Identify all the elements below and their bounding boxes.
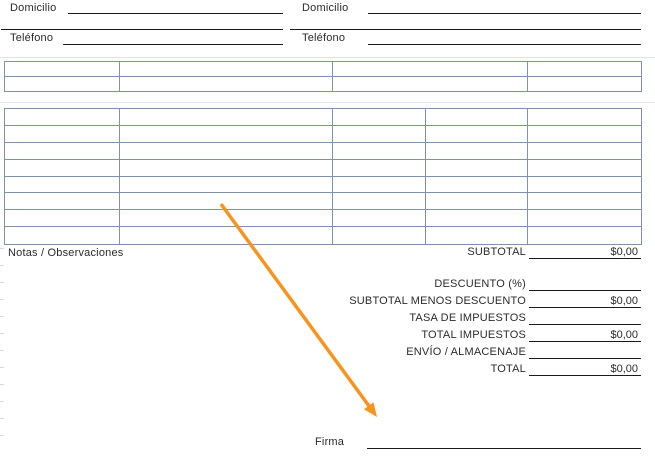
table-cell[interactable] (120, 177, 333, 194)
subtotal-label: SUBTOTAL (467, 246, 526, 258)
faint-gridline (0, 57, 655, 58)
row-gridline-dash (0, 333, 4, 334)
table-cell[interactable] (333, 77, 528, 92)
table-cell[interactable] (5, 160, 120, 177)
total-row (421, 329, 641, 342)
row-gridline-dash (0, 316, 4, 317)
table-cell[interactable] (5, 62, 120, 77)
table-cell[interactable] (426, 143, 529, 160)
row-gridline-dash (0, 282, 4, 283)
table-cell[interactable] (333, 109, 426, 126)
table-cell[interactable] (120, 193, 333, 210)
row-gridline-dash (0, 384, 4, 385)
notes-label: Notas / Observaciones (8, 247, 124, 259)
signature-field-line[interactable] (367, 448, 641, 449)
table-cell[interactable] (426, 227, 529, 244)
row-gridline-dash (0, 367, 4, 368)
table-cell[interactable] (528, 193, 641, 210)
total-row (434, 278, 641, 291)
signature-label: Firma (315, 436, 345, 448)
subtotal-row (467, 246, 641, 259)
phone-field-line-right[interactable] (368, 44, 641, 45)
table-cell[interactable] (333, 193, 426, 210)
table-cell[interactable] (528, 143, 641, 160)
table-cell[interactable] (426, 210, 529, 227)
row-gridline-dash (0, 350, 4, 351)
table-cell[interactable] (120, 227, 333, 244)
table-cell[interactable] (528, 109, 641, 126)
table-cell[interactable] (5, 126, 120, 143)
table-cell[interactable] (5, 143, 120, 160)
total-row (349, 295, 641, 308)
table-cell[interactable] (120, 126, 333, 143)
total-row-value-field[interactable] (529, 346, 641, 359)
total-row-value-field[interactable] (529, 312, 641, 325)
table-cell[interactable] (5, 227, 120, 244)
total-row-value-field[interactable]: $0,00 (529, 363, 641, 376)
phone-label-left: Teléfono (10, 32, 54, 44)
table-cell[interactable] (333, 177, 426, 194)
table-cell[interactable] (333, 62, 528, 77)
row-gridline-dash (0, 248, 4, 249)
orange-arrow-head (364, 402, 377, 417)
address-field-line1-left[interactable] (68, 13, 283, 14)
total-row-label: DESCUENTO (%) (434, 278, 526, 290)
total-row-label: ENVÍO / ALMACENAJE (406, 346, 526, 358)
table-cell[interactable] (528, 62, 641, 77)
header-info-table (4, 61, 642, 92)
table-cell[interactable] (5, 193, 120, 210)
table-cell[interactable] (333, 227, 426, 244)
table-cell[interactable] (528, 126, 641, 143)
table-cell[interactable] (120, 62, 333, 77)
line-items-table (4, 108, 642, 245)
subtotal-value-field[interactable]: $0,00 (529, 246, 641, 259)
address-label-left: Domicilio (10, 2, 57, 14)
total-row-label: TOTAL (490, 363, 526, 375)
total-row (491, 363, 641, 376)
table-cell[interactable] (426, 126, 529, 143)
row-gridline-dash (0, 418, 4, 419)
address-field-line2-right[interactable] (290, 29, 641, 30)
total-row (406, 346, 641, 359)
total-row-label: SUBTOTAL MENOS DESCUENTO (349, 295, 526, 307)
table-cell[interactable] (528, 160, 641, 177)
table-cell[interactable] (426, 160, 529, 177)
table-cell[interactable] (426, 193, 529, 210)
total-row-label: TASA DE IMPUESTOS (409, 312, 526, 324)
table-cell[interactable] (426, 109, 529, 126)
table-cell[interactable] (5, 77, 120, 92)
phone-label-right: Teléfono (302, 32, 346, 44)
address-field-line1-right[interactable] (368, 13, 641, 14)
table-cell[interactable] (528, 227, 641, 244)
row-gridline-dash (0, 401, 4, 402)
table-cell[interactable] (120, 109, 333, 126)
table-cell[interactable] (528, 210, 641, 227)
row-gridline-dash (0, 435, 4, 436)
table-cell[interactable] (5, 177, 120, 194)
total-row-label: TOTAL IMPUESTOS (421, 329, 526, 341)
table-cell[interactable] (5, 210, 120, 227)
address-label-right: Domicilio (302, 2, 349, 14)
total-row-value-field[interactable] (529, 278, 641, 291)
table-cell[interactable] (333, 126, 426, 143)
table-cell[interactable] (120, 160, 333, 177)
table-cell[interactable] (333, 160, 426, 177)
table-cell[interactable] (333, 143, 426, 160)
row-gridline-dash (0, 265, 4, 266)
table-cell[interactable] (120, 143, 333, 160)
table-cell[interactable] (120, 77, 333, 92)
total-row-value-field[interactable]: $0,00 (529, 329, 641, 342)
table-cell[interactable] (528, 177, 641, 194)
table-cell[interactable] (120, 210, 333, 227)
table-cell[interactable] (528, 77, 641, 92)
table-cell[interactable] (5, 109, 120, 126)
phone-field-line-left[interactable] (63, 44, 283, 45)
address-field-line2-left[interactable] (1, 29, 283, 30)
row-gridline-dash (0, 299, 4, 300)
table-cell[interactable] (426, 177, 529, 194)
faint-gridline (0, 102, 655, 103)
table-cell[interactable] (333, 210, 426, 227)
total-row (409, 312, 641, 325)
total-row-value-field[interactable]: $0,00 (529, 295, 641, 308)
